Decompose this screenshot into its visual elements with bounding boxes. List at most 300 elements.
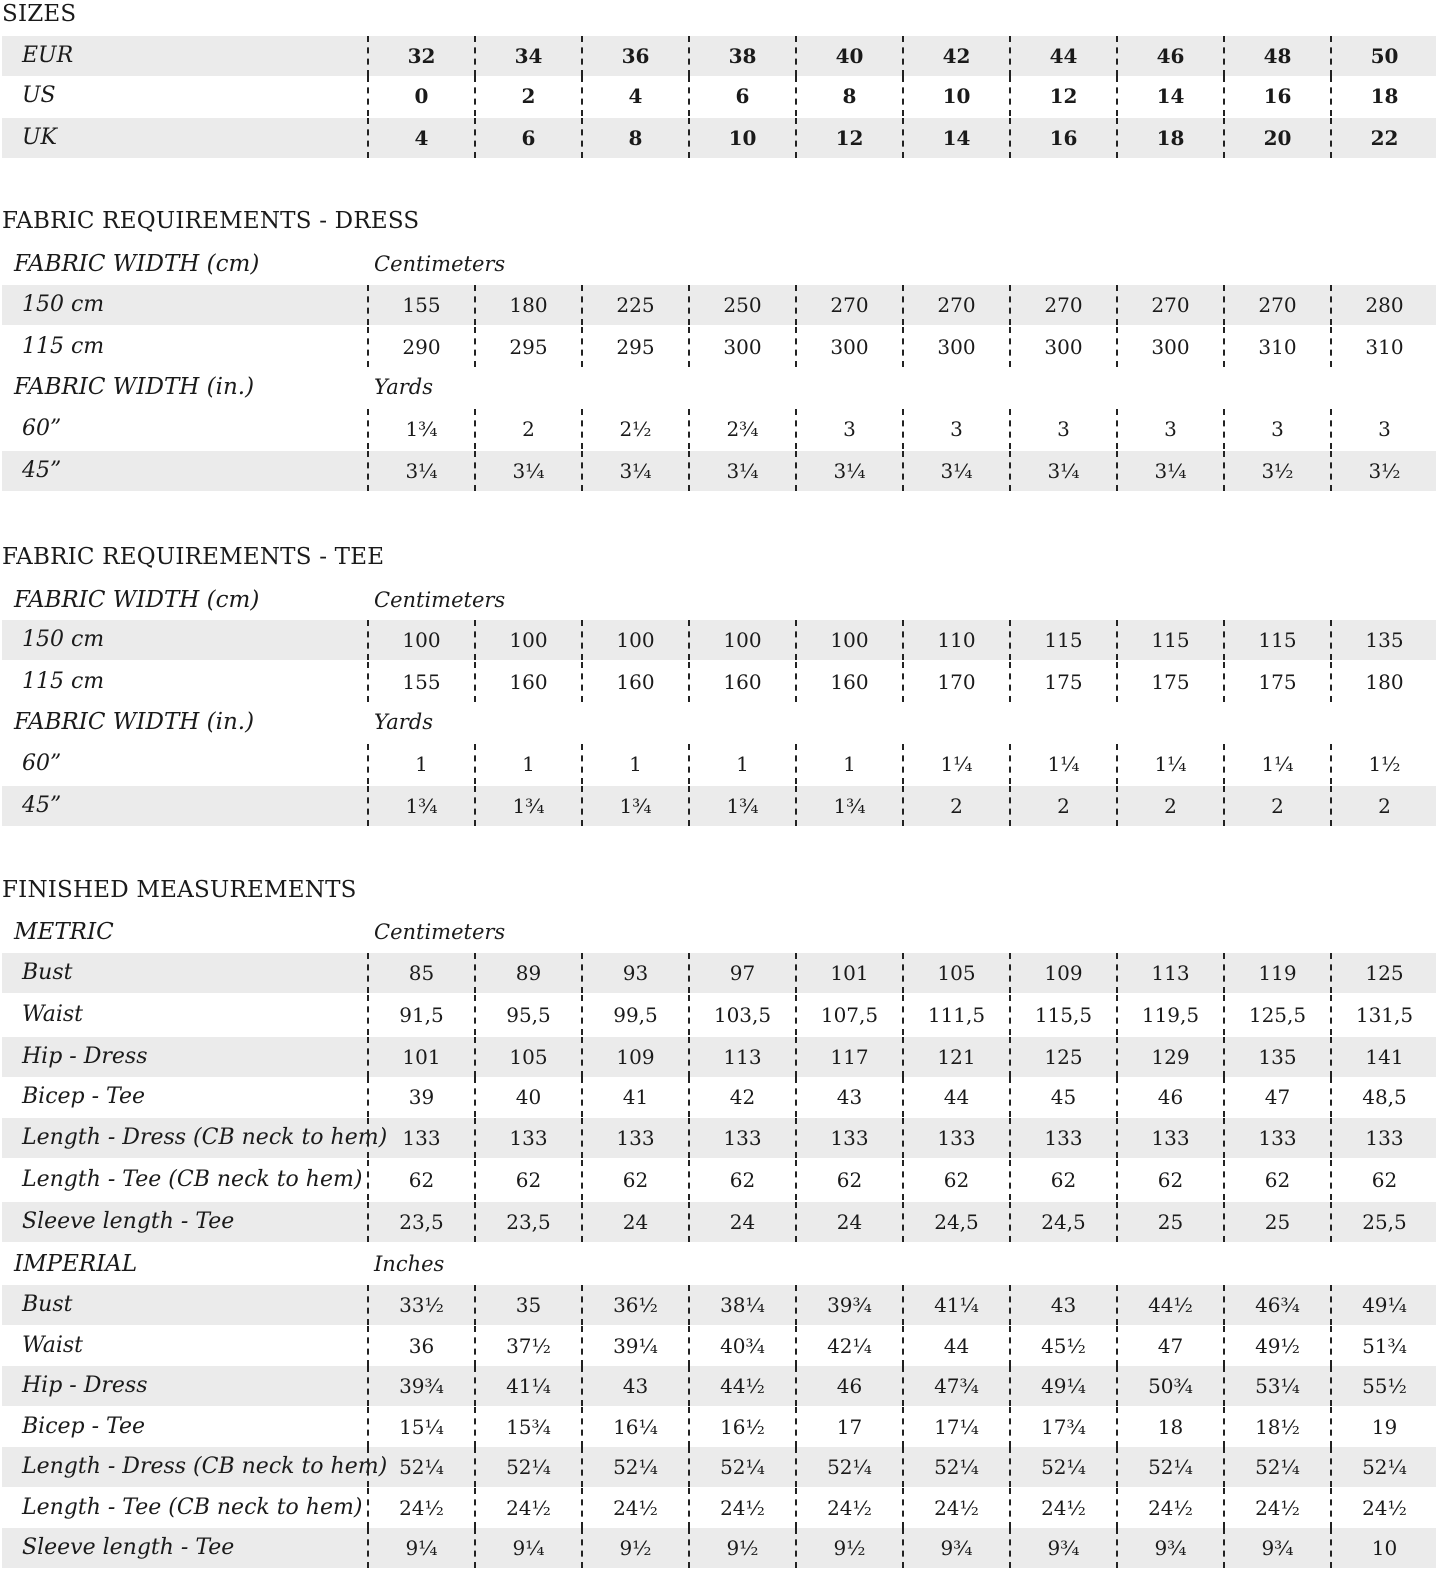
table-cell: 295	[474, 327, 581, 367]
table-cell: 100	[474, 620, 581, 660]
table-cell: 24,5	[902, 1202, 1009, 1242]
table-cell: 51¾	[1330, 1326, 1437, 1366]
subheader-unit: Inches	[374, 1252, 445, 1276]
table-cell: 43	[581, 1366, 688, 1406]
table-cell: 1¾	[795, 786, 902, 826]
table-cell: 10	[902, 76, 1009, 116]
table-cell: 9¼	[474, 1528, 581, 1568]
table-cell: 100	[367, 620, 474, 660]
table-cell: 160	[795, 662, 902, 702]
row-label: Bicep - Tee	[22, 1414, 146, 1439]
table-cell: 38	[688, 36, 795, 76]
table-row	[2, 744, 1436, 784]
table-cell: 62	[1009, 1160, 1116, 1200]
table-cell: 310	[1223, 327, 1330, 367]
subheader-label: METRIC	[14, 919, 114, 945]
table-row	[2, 1407, 1436, 1447]
table-cell: 25,5	[1330, 1202, 1437, 1242]
table-cell: 1¾	[367, 409, 474, 449]
table-cell: 160	[474, 662, 581, 702]
table-cell: 35	[474, 1285, 581, 1325]
table-cell: 115	[1223, 620, 1330, 660]
table-cell: 290	[367, 327, 474, 367]
table-cell: 175	[1223, 662, 1330, 702]
table-cell: 43	[1009, 1285, 1116, 1325]
row-label: Bust	[22, 1292, 73, 1317]
table-row	[2, 1326, 1436, 1366]
table-cell: 3¼	[795, 451, 902, 491]
table-cell: 101	[367, 1037, 474, 1077]
table-cell: 62	[367, 1160, 474, 1200]
table-cell: 49¼	[1330, 1285, 1437, 1325]
section-title-tee: FABRIC REQUIREMENTS - TEE	[2, 544, 385, 570]
table-cell: 18½	[1223, 1407, 1330, 1447]
table-cell: 52¼	[688, 1447, 795, 1487]
table-row	[2, 620, 1436, 660]
table-cell: 24½	[1116, 1488, 1223, 1528]
table-cell: 55½	[1330, 1366, 1437, 1406]
table-cell: 45½	[1009, 1326, 1116, 1366]
row-label: Bicep - Tee	[22, 1084, 146, 1109]
table-cell: 1	[581, 744, 688, 784]
subheader-label: FABRIC WIDTH (in.)	[14, 709, 255, 735]
row-label: 60”	[22, 416, 62, 441]
table-cell: 270	[795, 285, 902, 325]
table-cell: 33½	[367, 1285, 474, 1325]
subheader-label: FABRIC WIDTH (cm)	[14, 251, 260, 277]
table-row	[2, 1528, 1436, 1568]
table-cell: 44	[902, 1077, 1009, 1117]
subheader-unit: Centimeters	[374, 588, 506, 612]
table-cell: 135	[1223, 1037, 1330, 1077]
row-label: 115 cm	[22, 669, 105, 694]
table-cell: 9½	[581, 1528, 688, 1568]
table-cell: 119,5	[1116, 995, 1223, 1035]
table-cell: 91,5	[367, 995, 474, 1035]
table-cell: 46	[1116, 1077, 1223, 1117]
table-cell: 9¼	[367, 1528, 474, 1568]
table-cell: 113	[1116, 953, 1223, 993]
table-cell: 9¾	[1009, 1528, 1116, 1568]
table-cell: 4	[367, 118, 474, 158]
table-cell: 44	[1009, 36, 1116, 76]
table-cell: 119	[1223, 953, 1330, 993]
table-cell: 24½	[795, 1488, 902, 1528]
row-label: 150 cm	[22, 292, 105, 317]
table-cell: 300	[688, 327, 795, 367]
table-cell: 100	[688, 620, 795, 660]
table-cell: 48,5	[1330, 1077, 1437, 1117]
row-label: 45”	[22, 458, 62, 483]
table-cell: 170	[902, 662, 1009, 702]
table-cell: 99,5	[581, 995, 688, 1035]
table-cell: 121	[902, 1037, 1009, 1077]
table-cell: 16½	[688, 1407, 795, 1447]
row-label: Bust	[22, 960, 73, 985]
table-cell: 3½	[1223, 451, 1330, 491]
table-cell: 100	[795, 620, 902, 660]
table-cell: 50	[1330, 36, 1437, 76]
table-cell: 52¼	[1009, 1447, 1116, 1487]
table-cell: 270	[902, 285, 1009, 325]
table-cell: 1¼	[1116, 744, 1223, 784]
row-label: Waist	[22, 1333, 83, 1358]
table-cell: 8	[581, 118, 688, 158]
table-cell: 39	[367, 1077, 474, 1117]
table-cell: 105	[902, 953, 1009, 993]
table-cell: 49½	[1223, 1326, 1330, 1366]
table-cell: 180	[474, 285, 581, 325]
table-cell: 310	[1330, 327, 1437, 367]
table-cell: 8	[795, 76, 902, 116]
subheader-dress-in	[2, 367, 1436, 407]
table-cell: 48	[1223, 36, 1330, 76]
table-cell: 24½	[688, 1488, 795, 1528]
table-cell: 53¼	[1223, 1366, 1330, 1406]
table-cell: 47	[1223, 1077, 1330, 1117]
row-label: UK	[22, 125, 57, 150]
section-title-finished: FINISHED MEASUREMENTS	[2, 877, 357, 903]
table-cell: 62	[688, 1160, 795, 1200]
table-cell: 52¼	[367, 1447, 474, 1487]
table-row	[2, 118, 1436, 158]
subheader-tee-cm	[2, 580, 1436, 620]
table-cell: 39¾	[795, 1285, 902, 1325]
table-cell: 46	[1116, 36, 1223, 76]
subheader-imperial	[2, 1244, 1436, 1284]
table-cell: 62	[1330, 1160, 1437, 1200]
table-cell: 3¼	[1116, 451, 1223, 491]
table-cell: 300	[1116, 327, 1223, 367]
table-cell: 24½	[1009, 1488, 1116, 1528]
table-cell: 133	[1223, 1118, 1330, 1158]
table-cell: 49¼	[1009, 1366, 1116, 1406]
table-cell: 97	[688, 953, 795, 993]
table-cell: 52¼	[1116, 1447, 1223, 1487]
table-cell: 24½	[1330, 1488, 1437, 1528]
table-row	[2, 327, 1436, 367]
section-title-sizes: SIZES	[2, 1, 77, 27]
row-label: 150 cm	[22, 627, 105, 652]
table-cell: 270	[1223, 285, 1330, 325]
row-label: Waist	[22, 1002, 83, 1027]
table-cell: 17¾	[1009, 1407, 1116, 1447]
table-cell: 129	[1116, 1037, 1223, 1077]
table-cell: 3	[1009, 409, 1116, 449]
table-row	[2, 451, 1436, 491]
table-cell: 2	[1009, 786, 1116, 826]
table-cell: 3¼	[1009, 451, 1116, 491]
table-cell: 42¼	[795, 1326, 902, 1366]
table-cell: 3¼	[688, 451, 795, 491]
row-label: Length - Tee (CB neck to hem)	[22, 1167, 363, 1192]
table-cell: 44½	[1116, 1285, 1223, 1325]
table-cell: 23,5	[367, 1202, 474, 1242]
table-cell: 20	[1223, 118, 1330, 158]
table-cell: 9½	[688, 1528, 795, 1568]
subheader-metric	[2, 912, 1436, 952]
table-cell: 44	[902, 1326, 1009, 1366]
row-label: US	[22, 83, 56, 108]
table-cell: 133	[902, 1118, 1009, 1158]
table-cell: 1	[688, 744, 795, 784]
table-cell: 46	[795, 1366, 902, 1406]
table-cell: 40	[795, 36, 902, 76]
table-cell: 6	[688, 76, 795, 116]
table-cell: 100	[581, 620, 688, 660]
table-row	[2, 1160, 1436, 1200]
table-cell: 93	[581, 953, 688, 993]
table-row	[2, 1077, 1436, 1117]
table-cell: 40¾	[688, 1326, 795, 1366]
table-cell: 18	[1330, 76, 1437, 116]
table-cell: 52¼	[902, 1447, 1009, 1487]
table-cell: 52¼	[581, 1447, 688, 1487]
row-label: 115 cm	[22, 334, 105, 359]
table-cell: 95,5	[474, 995, 581, 1035]
row-label: Sleeve length - Tee	[22, 1535, 235, 1560]
table-cell: 24½	[1223, 1488, 1330, 1528]
table-cell: 15¾	[474, 1407, 581, 1447]
table-cell: 103,5	[688, 995, 795, 1035]
table-cell: 3½	[1330, 451, 1437, 491]
table-cell: 40	[474, 1077, 581, 1117]
table-row	[2, 76, 1436, 116]
table-cell: 24	[581, 1202, 688, 1242]
table-cell: 160	[581, 662, 688, 702]
table-row	[2, 786, 1436, 826]
table-cell: 117	[795, 1037, 902, 1077]
table-cell: 25	[1223, 1202, 1330, 1242]
table-cell: 36	[581, 36, 688, 76]
table-cell: 36	[367, 1326, 474, 1366]
table-cell: 133	[1330, 1118, 1437, 1158]
table-cell: 113	[688, 1037, 795, 1077]
table-cell: 52¼	[1223, 1447, 1330, 1487]
row-label: Hip - Dress	[22, 1373, 148, 1398]
table-cell: 42	[902, 36, 1009, 76]
table-cell: 109	[581, 1037, 688, 1077]
table-cell: 225	[581, 285, 688, 325]
table-cell: 1¼	[1223, 744, 1330, 784]
table-cell: 3¼	[581, 451, 688, 491]
table-cell: 125,5	[1223, 995, 1330, 1035]
table-cell: 3¼	[367, 451, 474, 491]
table-cell: 1	[795, 744, 902, 784]
subheader-label: FABRIC WIDTH (cm)	[14, 587, 260, 613]
table-cell: 36½	[581, 1285, 688, 1325]
row-label: Length - Dress (CB neck to hem)	[22, 1125, 388, 1150]
table-cell: 47	[1116, 1326, 1223, 1366]
table-cell: 12	[795, 118, 902, 158]
table-cell: 16	[1009, 118, 1116, 158]
table-cell: 133	[795, 1118, 902, 1158]
table-row	[2, 1202, 1436, 1242]
table-cell: 300	[795, 327, 902, 367]
row-label: Sleeve length - Tee	[22, 1209, 235, 1234]
table-row	[2, 1285, 1436, 1325]
table-cell: 15¼	[367, 1407, 474, 1447]
row-label: EUR	[22, 43, 74, 68]
table-cell: 10	[1330, 1528, 1437, 1568]
table-row	[2, 1488, 1436, 1528]
table-cell: 133	[474, 1118, 581, 1158]
table-cell: 47¾	[902, 1366, 1009, 1406]
table-cell: 155	[367, 662, 474, 702]
table-cell: 24,5	[1009, 1202, 1116, 1242]
table-cell: 52¼	[795, 1447, 902, 1487]
table-cell: 25	[1116, 1202, 1223, 1242]
table-cell: 1	[367, 744, 474, 784]
table-cell: 41¼	[902, 1285, 1009, 1325]
table-cell: 175	[1009, 662, 1116, 702]
table-cell: 3¼	[902, 451, 1009, 491]
table-cell: 62	[474, 1160, 581, 1200]
table-cell: 110	[902, 620, 1009, 660]
table-cell: 180	[1330, 662, 1437, 702]
table-cell: 115	[1009, 620, 1116, 660]
table-cell: 23,5	[474, 1202, 581, 1242]
table-cell: 52¼	[474, 1447, 581, 1487]
table-row	[2, 1366, 1436, 1406]
table-cell: 109	[1009, 953, 1116, 993]
table-cell: 280	[1330, 285, 1437, 325]
table-cell: 300	[902, 327, 1009, 367]
table-cell: 62	[581, 1160, 688, 1200]
table-cell: 105	[474, 1037, 581, 1077]
table-cell: 6	[474, 118, 581, 158]
table-cell: 250	[688, 285, 795, 325]
table-cell: 2	[1223, 786, 1330, 826]
table-cell: 133	[688, 1118, 795, 1158]
table-cell: 50¾	[1116, 1366, 1223, 1406]
table-cell: 24½	[581, 1488, 688, 1528]
table-cell: 24	[795, 1202, 902, 1242]
table-cell: 62	[1116, 1160, 1223, 1200]
table-cell: 10	[688, 118, 795, 158]
table-cell: 43	[795, 1077, 902, 1117]
table-cell: 17	[795, 1407, 902, 1447]
table-cell: 1¼	[1009, 744, 1116, 784]
table-cell: 39¾	[367, 1366, 474, 1406]
subheader-dress-cm	[2, 244, 1436, 284]
table-cell: 3	[1330, 409, 1437, 449]
table-cell: 3	[795, 409, 902, 449]
table-cell: 42	[688, 1077, 795, 1117]
table-cell: 62	[795, 1160, 902, 1200]
table-cell: 3	[1116, 409, 1223, 449]
table-cell: 270	[1116, 285, 1223, 325]
table-cell: 44½	[688, 1366, 795, 1406]
table-cell: 45	[1009, 1077, 1116, 1117]
table-cell: 3¼	[474, 451, 581, 491]
table-cell: 9¾	[1223, 1528, 1330, 1568]
section-title-dress: FABRIC REQUIREMENTS - DRESS	[2, 208, 420, 234]
table-cell: 9¾	[1116, 1528, 1223, 1568]
table-cell: 1½	[1330, 744, 1437, 784]
row-label: 45”	[22, 793, 62, 818]
table-cell: 125	[1009, 1037, 1116, 1077]
table-cell: 111,5	[902, 995, 1009, 1035]
table-cell: 155	[367, 285, 474, 325]
table-row	[2, 285, 1436, 325]
table-row	[2, 409, 1436, 449]
table-cell: 3	[902, 409, 1009, 449]
table-cell: 295	[581, 327, 688, 367]
table-cell: 9¾	[902, 1528, 1009, 1568]
table-cell: 107,5	[795, 995, 902, 1035]
table-cell: 3	[1223, 409, 1330, 449]
table-cell: 160	[688, 662, 795, 702]
table-row	[2, 953, 1436, 993]
table-cell: 115,5	[1009, 995, 1116, 1035]
subheader-label: IMPERIAL	[14, 1251, 138, 1277]
table-cell: 41	[581, 1077, 688, 1117]
table-row	[2, 1037, 1436, 1077]
table-cell: 37½	[474, 1326, 581, 1366]
table-row	[2, 36, 1436, 76]
table-cell: 175	[1116, 662, 1223, 702]
table-cell: 141	[1330, 1037, 1437, 1077]
subheader-unit: Yards	[374, 375, 434, 399]
table-cell: 101	[795, 953, 902, 993]
table-row	[2, 662, 1436, 702]
table-cell: 46¾	[1223, 1285, 1330, 1325]
table-cell: 41¼	[474, 1366, 581, 1406]
table-cell: 2	[902, 786, 1009, 826]
table-cell: 24	[688, 1202, 795, 1242]
table-cell: 2	[1116, 786, 1223, 826]
table-cell: 22	[1330, 118, 1437, 158]
table-cell: 34	[474, 36, 581, 76]
table-cell: 16	[1223, 76, 1330, 116]
table-cell: 52¼	[1330, 1447, 1437, 1487]
table-cell: 133	[1009, 1118, 1116, 1158]
table-cell: 0	[367, 76, 474, 116]
row-label: Length - Dress (CB neck to hem)	[22, 1454, 388, 1479]
table-cell: 1¼	[902, 744, 1009, 784]
table-cell: 62	[1223, 1160, 1330, 1200]
table-row	[2, 1118, 1436, 1158]
table-cell: 133	[1116, 1118, 1223, 1158]
table-cell: 38¼	[688, 1285, 795, 1325]
table-cell: 2	[1330, 786, 1437, 826]
subheader-unit: Centimeters	[374, 920, 506, 944]
table-cell: 135	[1330, 620, 1437, 660]
table-cell: 14	[902, 118, 1009, 158]
table-cell: 32	[367, 36, 474, 76]
table-row	[2, 1447, 1436, 1487]
table-cell: 12	[1009, 76, 1116, 116]
table-row	[2, 995, 1436, 1035]
table-cell: 14	[1116, 76, 1223, 116]
table-cell: 4	[581, 76, 688, 116]
table-cell: 39¼	[581, 1326, 688, 1366]
table-cell: 24½	[902, 1488, 1009, 1528]
row-label: Length - Tee (CB neck to hem)	[22, 1495, 363, 1520]
subheader-unit: Centimeters	[374, 252, 506, 276]
table-cell: 115	[1116, 620, 1223, 660]
table-cell: 133	[367, 1118, 474, 1158]
subheader-tee-in	[2, 702, 1436, 742]
table-cell: 125	[1330, 953, 1437, 993]
table-cell: 2½	[581, 409, 688, 449]
table-cell: 16¼	[581, 1407, 688, 1447]
table-cell: 1¾	[688, 786, 795, 826]
table-cell: 1¾	[474, 786, 581, 826]
table-cell: 270	[1009, 285, 1116, 325]
subheader-label: FABRIC WIDTH (in.)	[14, 374, 255, 400]
